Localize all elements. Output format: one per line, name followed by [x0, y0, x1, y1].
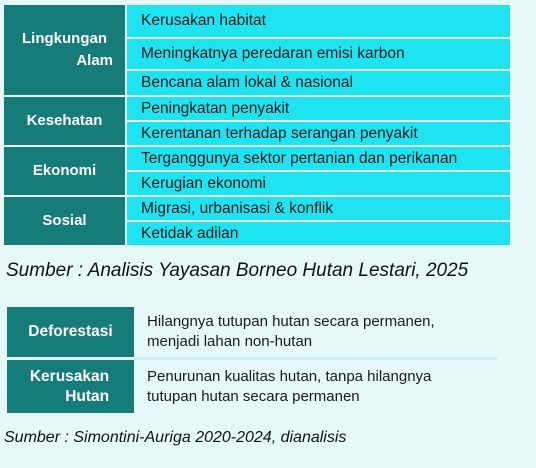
term-label: Kerusakan [29, 367, 110, 385]
definition-line: tutupan hutan secara permanen [147, 387, 360, 405]
definition-line: menjadi lahan non-hutan [147, 333, 313, 350]
impact-table [4, 5, 510, 247]
source-caption: Sumber : Simontini-Auriga 2020-2024, dianalisis [4, 429, 347, 446]
definition-row [7, 360, 497, 413]
item-list [127, 147, 510, 197]
category-label: Lingkungan [22, 30, 107, 47]
definition-row [7, 307, 497, 357]
category-group-lingkungan [4, 5, 510, 97]
term-cell [7, 307, 134, 357]
category-group-ekonomi [4, 147, 510, 197]
definition-table [7, 307, 497, 413]
category-label: Sosial [42, 212, 87, 229]
item-list [127, 97, 510, 147]
list-item: Migrasi, urbanisasi & konflik [127, 197, 510, 222]
category-cell [4, 97, 125, 147]
category-cell [4, 197, 125, 247]
category-cell [4, 5, 125, 97]
list-item: Terganggunya sektor pertanian dan perikanan [127, 147, 510, 172]
definition-cell [134, 360, 497, 413]
item-list [127, 197, 510, 247]
term-cell [7, 360, 134, 413]
category-group-sosial [4, 197, 510, 247]
definition-line: Hilangnya tutupan hutan secara permanen, [147, 313, 435, 330]
category-label: Alam [76, 52, 113, 69]
list-item: Meningkatnya peredaran emisi karbon [127, 39, 510, 71]
definition-line: Penurunan kualitas hutan, tanpa hilangnya [147, 367, 432, 385]
list-item: Kerentanan terhadap serangan penyakit [127, 122, 510, 147]
definition-cell [134, 307, 497, 357]
list-item: Kerusakan habitat [127, 5, 510, 39]
list-item: Kerugian ekonomi [127, 172, 510, 197]
term-label: Deforestasi [28, 323, 113, 340]
item-list [127, 5, 510, 97]
term-label: Hutan [65, 387, 110, 405]
category-label: Kesehatan [26, 112, 103, 129]
category-cell [4, 147, 125, 197]
list-item: Peningkatan penyakit [127, 97, 510, 122]
list-item: Bencana alam lokal & nasional [127, 71, 510, 97]
list-item: Ketidak adilan [127, 222, 510, 247]
source-caption: Sumber : Analisis Yayasan Borneo Hutan Lestari, 2025 [6, 260, 469, 281]
category-group-kesehatan [4, 97, 510, 147]
category-label: Ekonomi [32, 162, 97, 179]
